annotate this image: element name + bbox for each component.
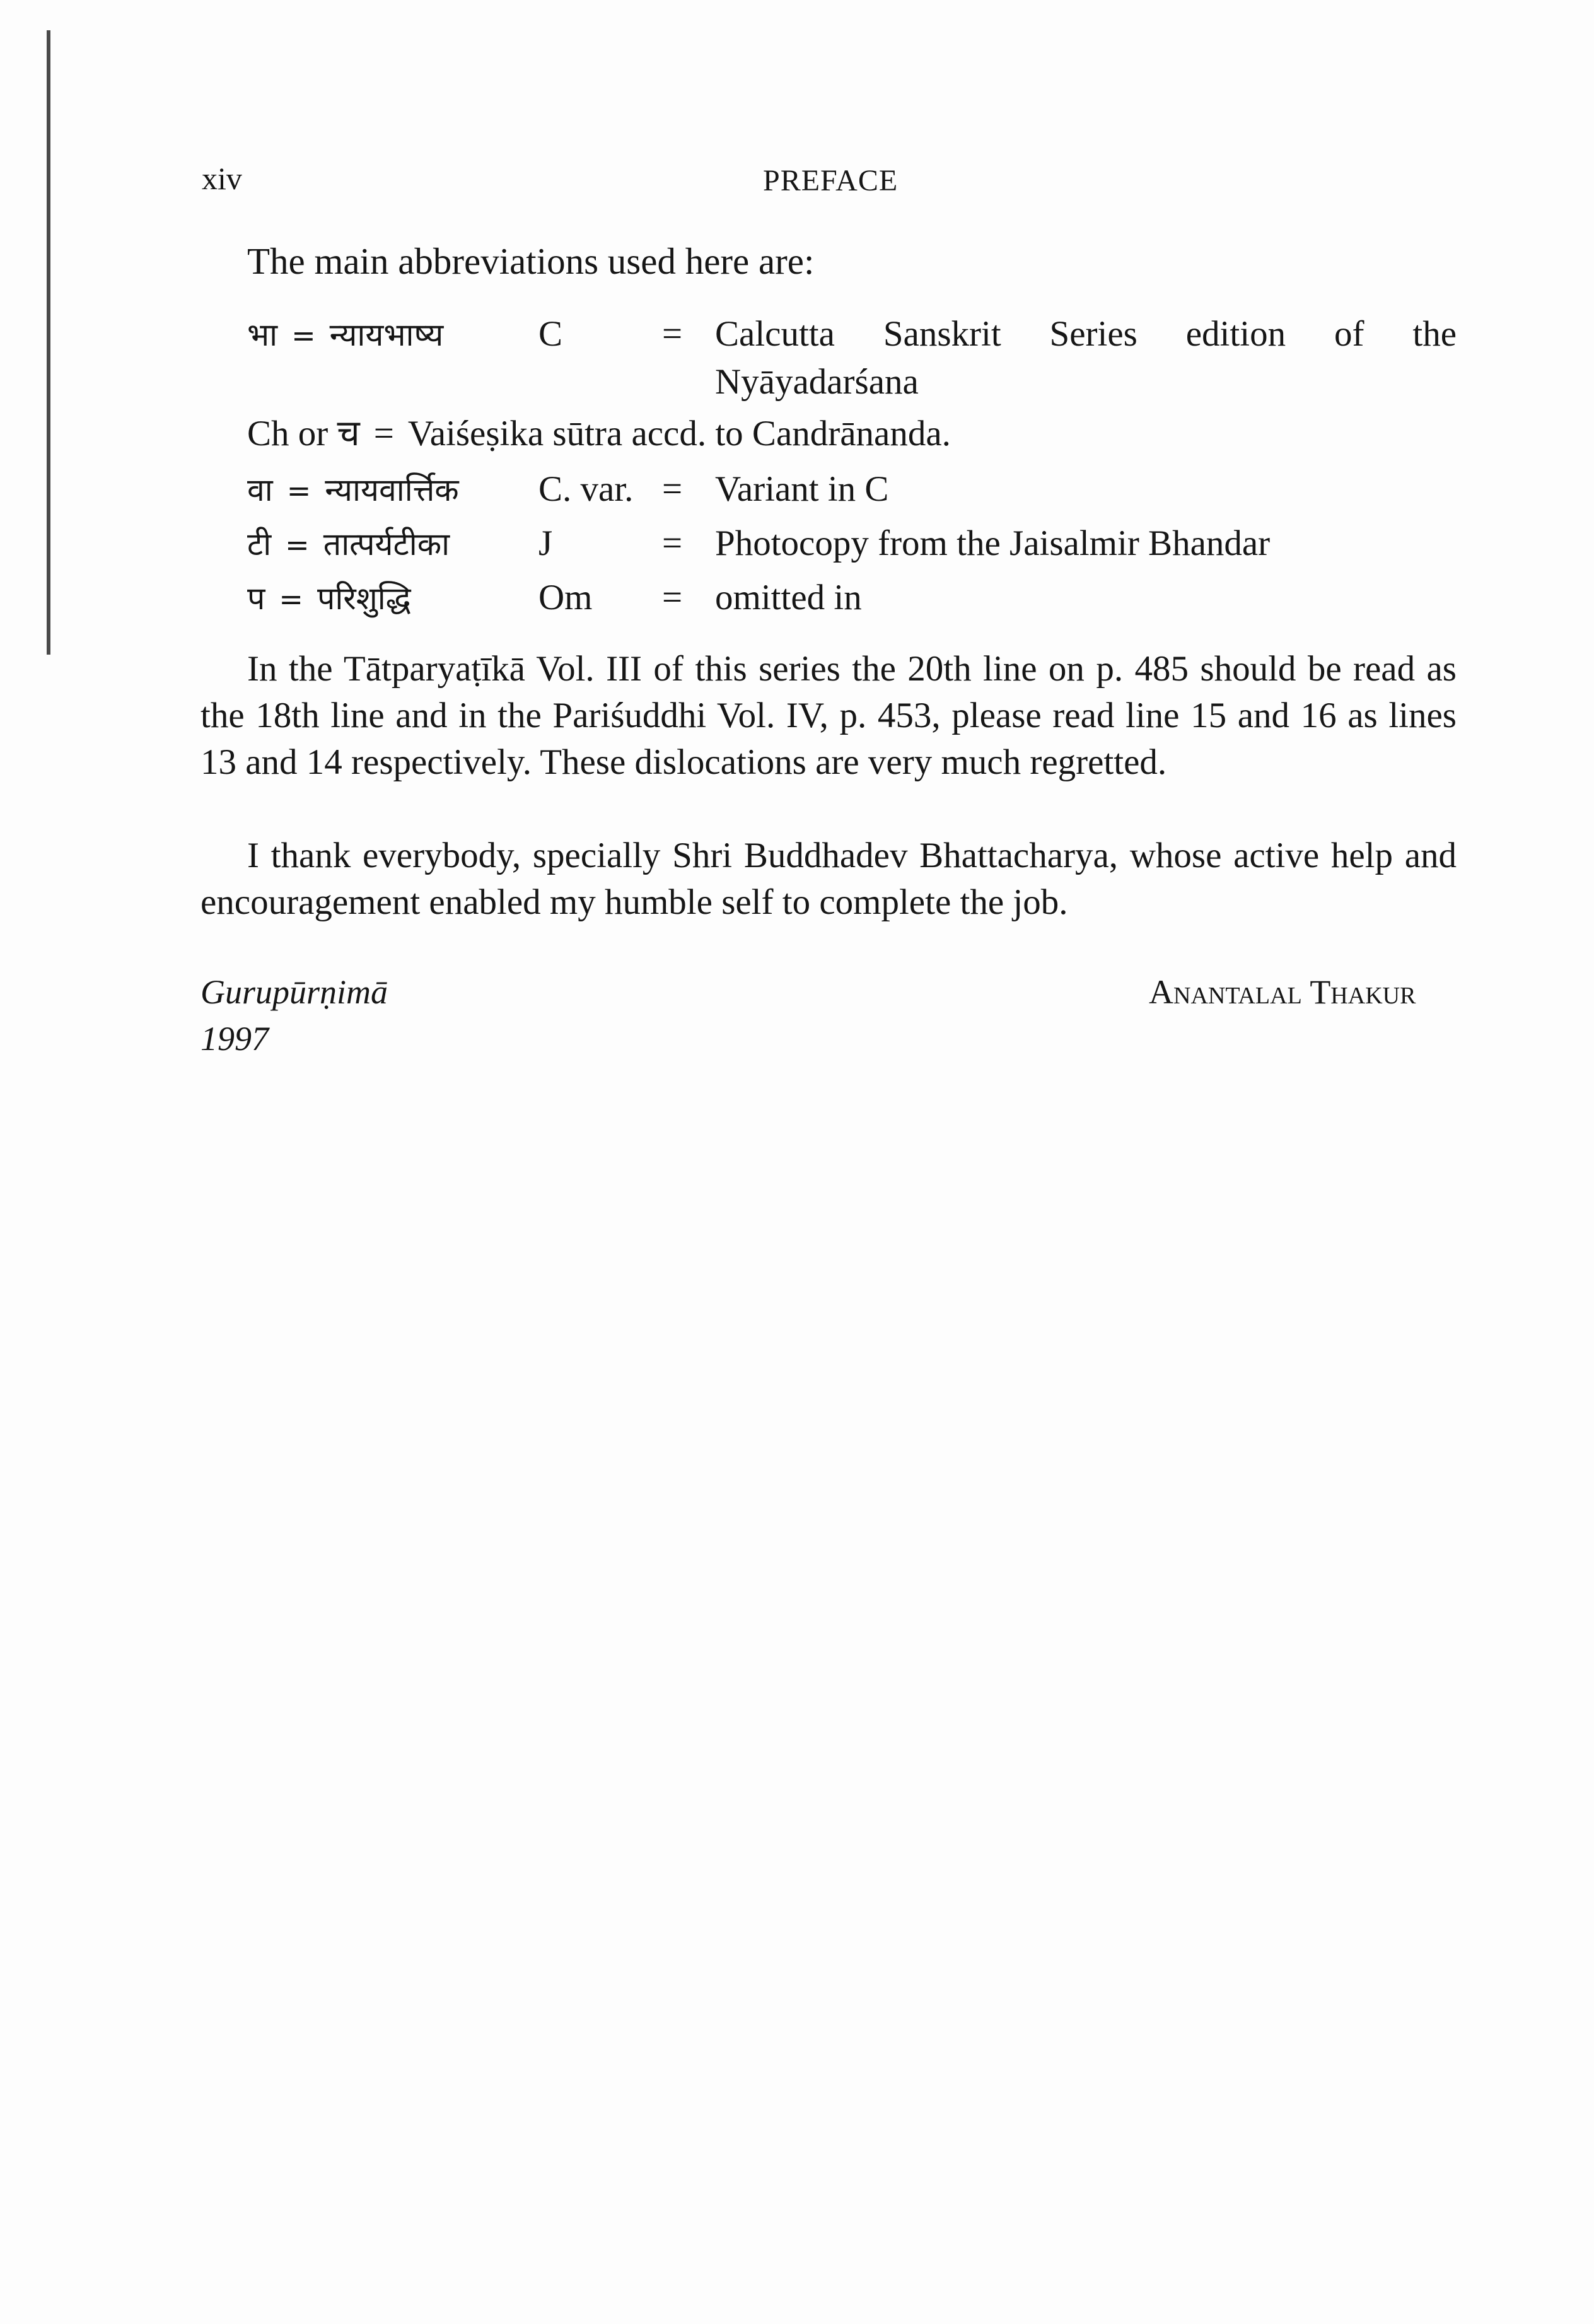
abbr-sym: Ch or च — [247, 414, 360, 453]
abbr-left-row — [247, 464, 459, 516]
abbr-right-eq: = — [662, 314, 683, 354]
abbr-eq: = — [291, 318, 316, 353]
abbr-text: न्यायभाष्य — [329, 317, 444, 353]
abbr-text: न्यायवार्त्तिक — [325, 472, 459, 508]
abbr-eq: = — [373, 414, 394, 453]
abbr-right-eq: = — [662, 578, 683, 617]
abbr-right-symbol: Om — [538, 578, 593, 617]
abbr-right-eq: = — [662, 523, 683, 563]
abbr-sym: प — [247, 580, 265, 617]
abbr-text: Vaiśeṣika sūtra accd. to Candrānanda. — [407, 414, 951, 453]
abbr-eq: = — [286, 474, 311, 508]
abbr-left-row — [247, 518, 450, 570]
abbr-sym: टी — [247, 526, 272, 563]
scan-margin-mark — [47, 30, 50, 655]
abbr-right-symbol: J — [538, 523, 553, 563]
abbr-right-text: Photocopy from the Jaisalmir Bhandar — [715, 523, 1271, 563]
paragraph-corrections: In the Tātparyaṭīkā Vol. III of this series the 20th line on p. 485 should be read as the 18th line and in the Pariśuddhi Vol. IV, p. 453, please read line 15 and 16 as lines 13 and 14 respectively. These dislocations are very much regretted. — [201, 649, 1457, 782]
author-signature: Anantalal Thakur — [1149, 973, 1416, 1011]
abbr-sym: वा — [247, 472, 273, 508]
abbr-right-symbol: C. var. — [538, 469, 634, 509]
abbr-text: परिशुद्धि — [317, 580, 411, 617]
page-number: xiv — [202, 161, 242, 196]
abbr-right-symbol: C — [538, 314, 563, 354]
abbr-left-row — [247, 573, 411, 624]
abbr-right-text-cont: Nyāyadarśana — [715, 362, 919, 402]
paragraph-thanks: I thank everybody, specially Shri Buddhadev Bhattacharya, whose active help and encouragement enabled my humble self to complete the job. — [201, 836, 1457, 922]
abbreviations-intro: The main abbreviations used here are: — [247, 240, 815, 282]
abbr-right-text: omitted in — [715, 578, 862, 617]
abbr-eq: = — [279, 582, 303, 616]
abbr-left-symbol — [247, 309, 443, 361]
signoff-place: Gurupūrṇimā — [201, 973, 388, 1011]
abbr-left-row — [247, 409, 951, 459]
abbr-eq: = — [285, 528, 310, 562]
abbr-sym: भा — [247, 317, 278, 353]
signoff-year: 1997 — [201, 1020, 269, 1058]
abbr-right-text: Calcutta Sanskrit Series edition of the — [715, 314, 1457, 354]
running-head: PREFACE — [763, 164, 899, 197]
abbr-right-text: Variant in C — [715, 469, 889, 509]
abbr-right-eq: = — [662, 469, 683, 509]
abbr-text: तात्पर्यटीका — [323, 526, 450, 563]
